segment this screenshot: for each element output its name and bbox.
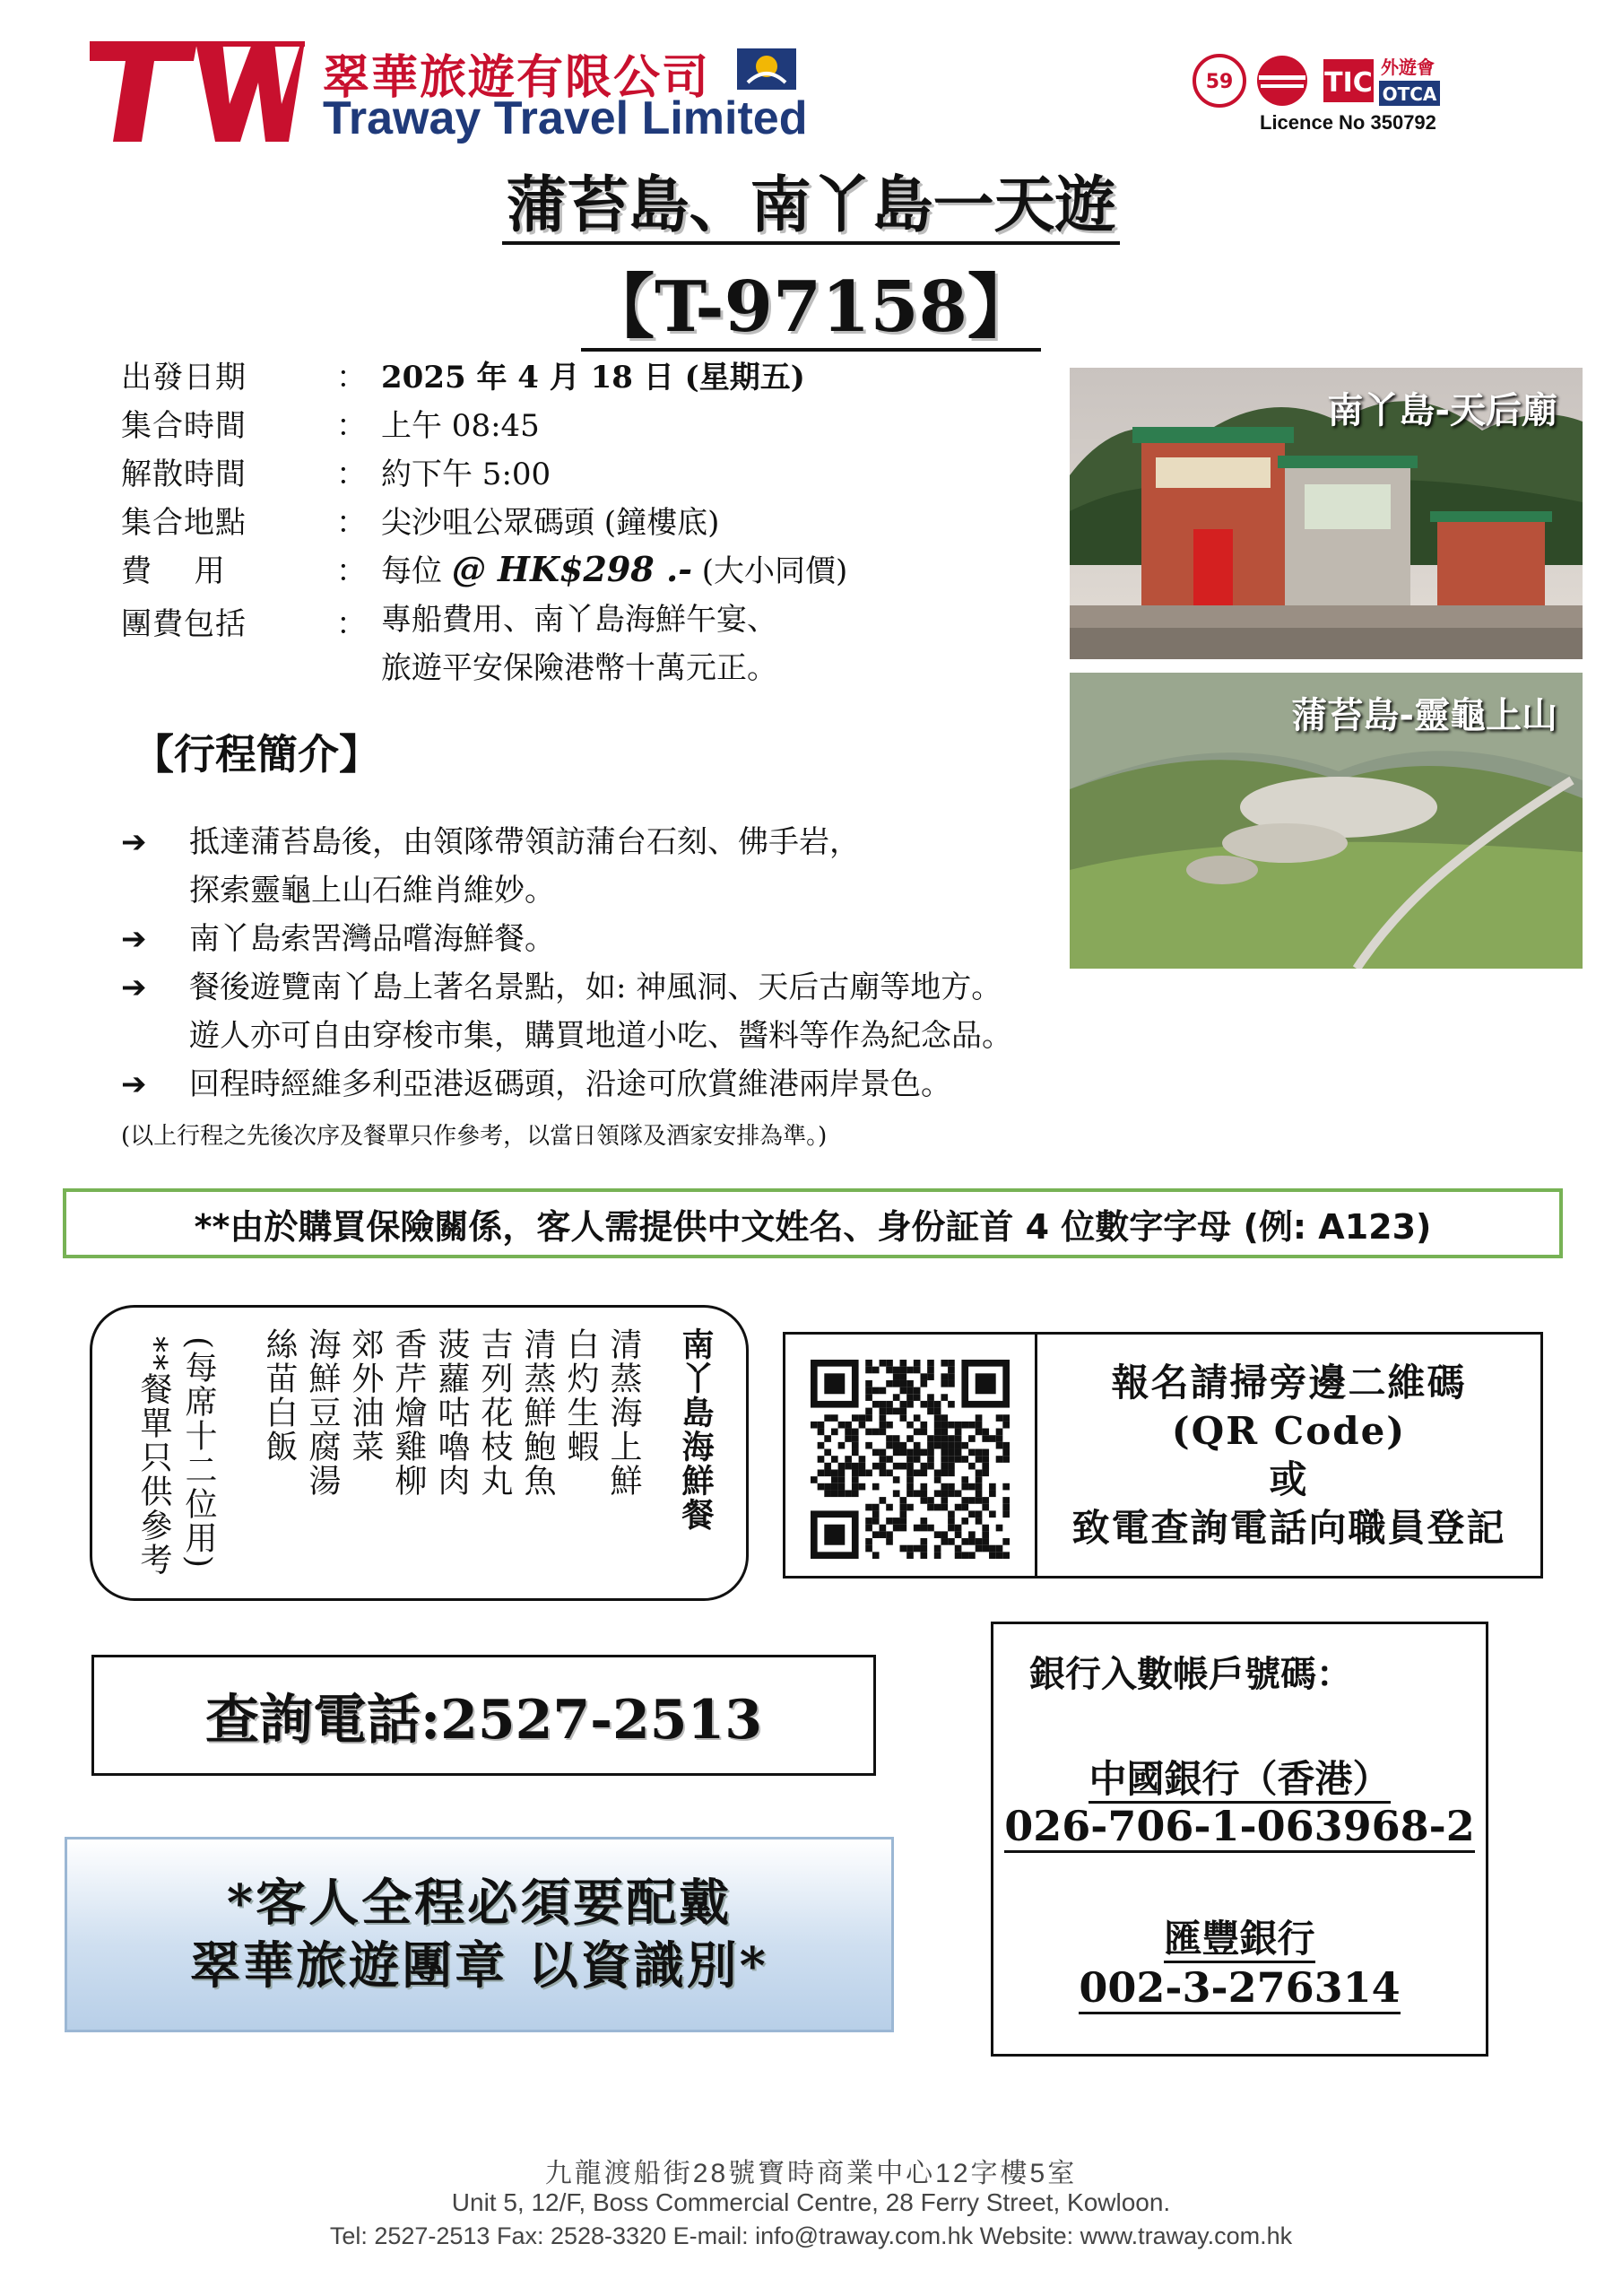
itinerary-list <box>121 818 1071 1109</box>
photo-caption: 蒲苔島-靈龜上山 <box>1291 695 1557 736</box>
insurance-notice: **由於購買保險關係，客人需提供中文姓名、身份証首 4 位數字字母 (例: A123) <box>63 1188 1563 1258</box>
photo-caption: 南丫島-天后廟 <box>1327 390 1557 431</box>
menu-dish: 吉列花枝丸 <box>476 1327 513 1498</box>
photo-tin-hau-temple <box>1070 368 1583 659</box>
detail-label: 集合時間 <box>121 407 247 444</box>
bank-heading: 銀行入數帳戶號碼： <box>1029 1653 1352 1695</box>
detail-label: 費 用 <box>121 552 226 589</box>
list-item: ➔ 抵達蒲苔島後，由領隊帶領訪蒲台石刻、佛手岩， 探索靈龜上山石維肖維妙。 <box>121 818 1071 915</box>
fee-price: @ HK$298 .- <box>451 548 692 589</box>
menu-table-note: (每席十二位用) <box>180 1336 217 1570</box>
registration-box <box>783 1332 1543 1578</box>
menu-dish: 香芹燴雞柳 <box>390 1327 427 1498</box>
menu-dish: 菠蘿咕嚕肉 <box>433 1327 470 1498</box>
tour-code: 【T-97158】 <box>0 251 1622 352</box>
otca-cn-label: 外遊會 <box>1381 57 1435 78</box>
list-item: ➔ 回程時經維多利亞港返碼頭，沿途可欣賞維港兩岸景色。 <box>121 1060 1071 1109</box>
emblem-icon <box>735 47 798 91</box>
detail-value: 2025 年 4 月 18 日 (星期五) <box>381 359 805 396</box>
bank-account-number: 002-3-276314 <box>993 1963 1486 2012</box>
qr-code-icon[interactable] <box>811 1360 1010 1559</box>
menu-dish: 絲苗白飯 <box>261 1327 298 1464</box>
detail-row-meet-time: 集合時間 ： 上午 08:45 <box>121 398 1036 447</box>
enquiry-phone[interactable]: 查詢電話:2527-2513 <box>91 1655 876 1776</box>
detail-row-meet-place: 集合地點 ： 尖沙咀公眾碼頭 (鐘樓底) <box>121 495 1036 544</box>
badge-notice: *客人全程必須要配戴 翠華旅遊團章 以資識別* <box>65 1837 894 2032</box>
register-line: 或 <box>1269 1457 1309 1501</box>
menu-ref-note: **餐單只供參考 <box>135 1336 172 1577</box>
detail-label: 集合地點 <box>121 504 247 541</box>
arrow-right-icon: ➔ <box>121 921 147 957</box>
menu-dish: 清蒸海上鮮 <box>605 1327 642 1498</box>
itinerary-note: (以上行程之先後次序及餐單只作參考，以當日領隊及酒家安排為準。) <box>121 1123 828 1150</box>
licence-number: Licence No 350792 <box>1260 111 1436 134</box>
otca-label: OTCA <box>1382 83 1437 105</box>
detail-value: 約下午 5:00 <box>381 456 551 492</box>
traway-logo-icon <box>90 41 305 142</box>
list-item: ➔ 南丫島索罟灣品嚐海鮮餐。 <box>121 915 1071 963</box>
detail-value: 尖沙咀公眾碼頭 (鐘樓底) <box>381 504 720 541</box>
bank-name: 匯豐銀行 <box>993 1909 1486 1963</box>
detail-label: 出發日期 <box>121 359 247 396</box>
detail-row-includes: 團費包括 ： 專船費用、南丫島海鮮午宴、 旅遊平安保險港幣十萬元正。 <box>121 592 1036 696</box>
seafood-menu <box>90 1305 749 1601</box>
itinerary-heading: 【行程簡介】 <box>133 730 380 778</box>
bank-name: 中國銀行（香港） <box>993 1750 1486 1804</box>
footer-address-cn: 九龍渡船街28號寶時商業中心12字樓5室 <box>544 2159 1078 2188</box>
list-item: ➔ 餐後遊覽南丫島上著名景點，如: 神風洞、天后古廟等地方。 遊人亦可自由穿梭市集，購買地道小吃、醬料等作為紀念品。 <box>121 963 1071 1060</box>
fee-suffix: (大小同價) <box>701 552 848 589</box>
menu-dish: 海鮮豆腐湯 <box>304 1327 341 1498</box>
fee-prefix: 每位 <box>381 552 442 589</box>
tic-label: TIC <box>1324 67 1373 99</box>
bank-account-number: 026-706-1-063968-2 <box>993 1802 1486 1850</box>
detail-value-line: 專船費用、南丫島海鮮午宴、 <box>381 602 777 638</box>
bank-accounts <box>991 1622 1488 2057</box>
detail-label: 解散時間 <box>121 456 247 492</box>
photo-turtle-rock <box>1070 673 1583 969</box>
detail-value-line: 旅遊平安保險港幣十萬元正。 <box>381 650 777 686</box>
arrow-right-icon: ➔ <box>121 970 147 1005</box>
tour-title: 蒲苔島、南丫島一天遊 <box>0 157 1622 244</box>
svg-text:59: 59 <box>1205 71 1234 93</box>
register-line: (QR Code) <box>1171 1408 1407 1453</box>
tour-details <box>121 350 1036 696</box>
detail-value: 上午 08:45 <box>381 407 540 444</box>
footer-address-en: Unit 5, 12/F, Boss Commercial Centre, 28 Ferry Street, Kowloon. <box>451 2188 1171 2216</box>
arrow-right-icon: ➔ <box>121 824 147 860</box>
menu-title: 南丫島海鮮餐 <box>677 1327 714 1532</box>
company-name-cn: 翠華旅遊有限公司 <box>323 51 711 105</box>
arrow-right-icon: ➔ <box>121 1066 147 1102</box>
menu-dish: 郊外油菜 <box>347 1327 384 1464</box>
detail-label: 團費包括 <box>121 606 247 642</box>
association-badges-icon <box>1193 50 1462 113</box>
menu-dish: 清蒸鮮鮑魚 <box>519 1327 556 1498</box>
footer-contact: Tel: 2527-2513 Fax: 2528-3320 E-mail: info@traway.com.hk Website: www.traway.com.hk <box>329 2222 1293 2249</box>
menu-dish: 白灼生蝦 <box>562 1327 599 1464</box>
register-line: 致電查詢電話向職員登記 <box>1071 1505 1506 1550</box>
register-line: 報名請掃旁邊二維碼 <box>1111 1360 1467 1405</box>
detail-row-fee: 費 用 ： 每位 @ HK$298 .- (大小同價) <box>121 544 1036 592</box>
detail-row-date: 出發日期 ： 2025 年 4 月 18 日 (星期五) <box>121 350 1036 398</box>
company-name-en: Traway Travel Limited <box>323 92 808 144</box>
detail-row-dismiss-time: 解散時間 ： 約下午 5:00 <box>121 447 1036 495</box>
